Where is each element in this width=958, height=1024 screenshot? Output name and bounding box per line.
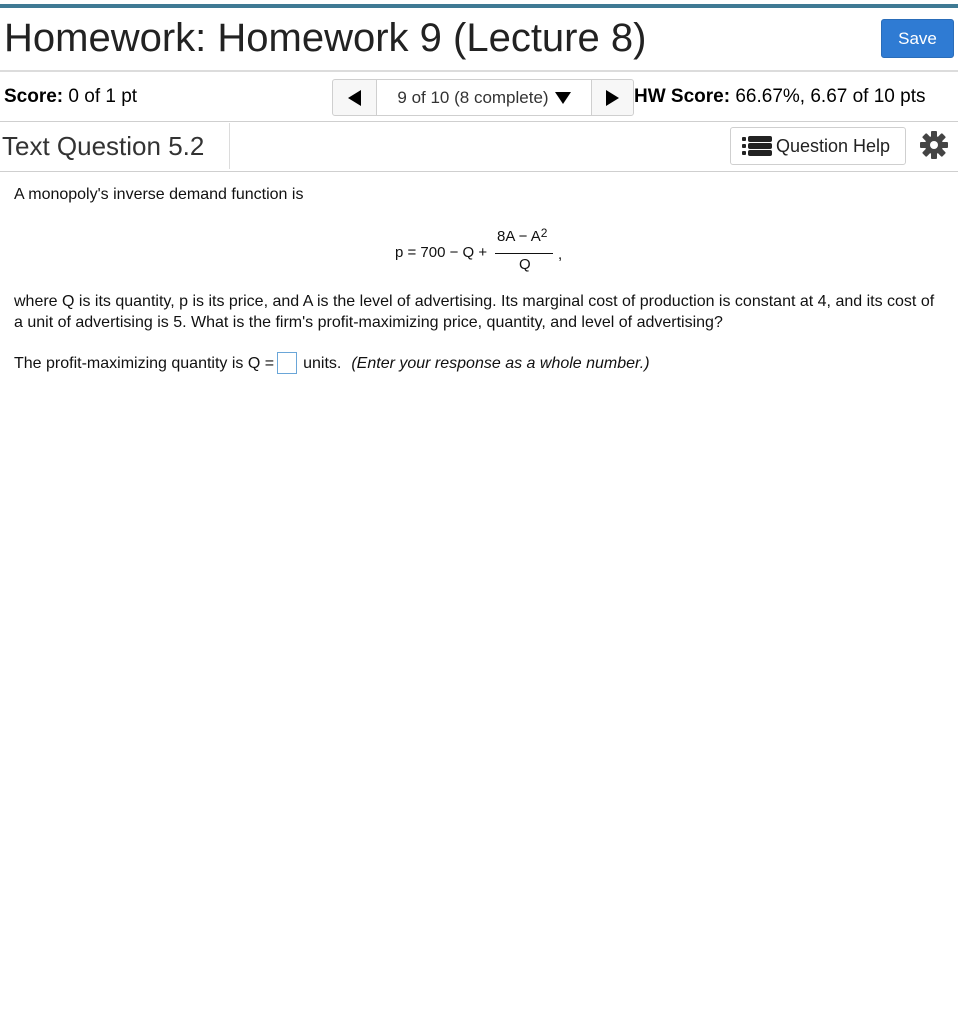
caret-down-icon	[555, 92, 571, 104]
question-intro: A monopoly's inverse demand function is	[14, 186, 304, 203]
page-title: Homework: Homework 9 (Lecture 8)	[4, 16, 647, 60]
divider	[0, 70, 958, 72]
hw-score-display	[634, 86, 926, 108]
divider	[229, 123, 230, 169]
score-display	[4, 86, 137, 108]
question-title: Text Question 5.2	[2, 131, 205, 161]
divider	[0, 121, 958, 122]
answer-prompt	[14, 352, 650, 374]
fraction-bar	[495, 253, 553, 254]
equation-trailing: ,	[558, 246, 563, 263]
caret-left-icon	[348, 90, 361, 106]
divider	[0, 171, 958, 172]
answer-hint: (Enter your response as a whole number.)	[351, 354, 650, 372]
equation-lhs: p = 700 − Q +	[395, 244, 488, 261]
quantity-answer-input[interactable]	[277, 352, 297, 374]
hw-score-value: 66.67%, 6.67 of 10 pts	[735, 86, 926, 107]
caret-right-icon	[606, 90, 619, 106]
equation-denominator: Q	[519, 256, 531, 273]
question-help-label: Question Help	[776, 135, 891, 156]
score-value: 0 of 1 pt	[68, 86, 138, 107]
prompt-prefix: The profit-maximizing quantity is Q =	[14, 354, 275, 372]
score-label: Score:	[4, 86, 64, 107]
question-position-dropdown[interactable]	[377, 80, 591, 115]
save-button[interactable]: Save	[881, 19, 954, 58]
equation-numerator	[497, 228, 547, 245]
question-position-label: 9 of 10 (8 complete)	[397, 87, 549, 107]
demand-equation	[395, 226, 575, 276]
hw-score-label: HW Score:	[634, 86, 731, 107]
previous-question-button[interactable]	[333, 80, 377, 115]
gear-icon[interactable]	[920, 131, 948, 159]
list-icon	[742, 136, 772, 156]
numerator-text: 8A − A	[497, 228, 541, 245]
next-question-button[interactable]	[591, 80, 633, 115]
question-description: where Q is its quantity, p is its price, and A is the level of advertising. Its marginal cost of production is constant at 4, and its cost of a unit of advertising is 5. What is the firm's profit-maximizing price, quantity, and level of advertising?	[14, 293, 935, 331]
question-navigator	[332, 79, 634, 116]
equation-exponent: 2	[540, 226, 548, 240]
prompt-suffix: units.	[303, 354, 342, 372]
top-accent-bar	[0, 4, 958, 8]
question-help-button[interactable]	[730, 127, 906, 165]
